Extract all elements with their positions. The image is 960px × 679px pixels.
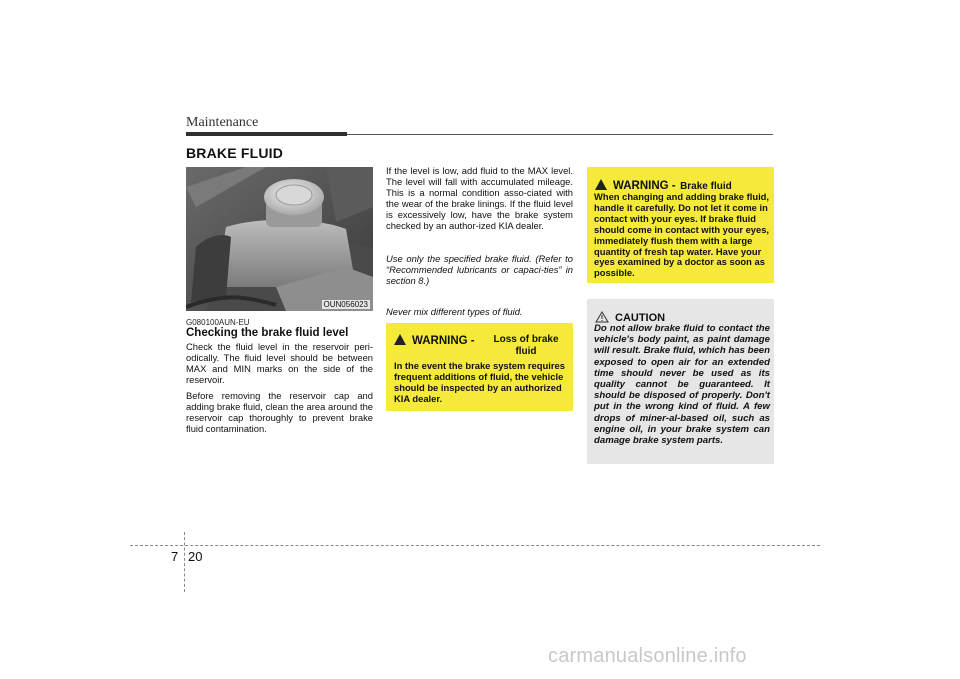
brake-reservoir-photo [186,167,373,311]
chapter-number: 7 [171,549,179,564]
warning-label: WARNING - [412,335,475,347]
header-thick-rule [186,132,347,136]
section-code: G080100AUN-EU [186,318,250,327]
paragraph-low-level: If the level is low, add fluid to the MAX level. The level will fall with accumulated mileage. This is a normal condition asso-ciated with the wear of the brake linings. If the fluid level is excessively low, have the brake system checked by an author-ized KIA dealer. [386,165,573,231]
warning-box-loss-of-fluid [386,323,573,411]
warning-label: WARNING - [613,180,676,192]
warning-triangle-icon [394,334,406,345]
reservoir-illustration [186,167,373,311]
warning-triangle-icon [595,179,607,190]
footer-rule [130,545,820,546]
caution-label: CAUTION [615,312,666,324]
warning-subject: Loss of brake fluid [493,334,559,357]
caution-text: Do not allow brake fluid to contact the vehicle's body paint, as paint damage will result. Brake fluid, which has been exposed to open air for an extended time should never be used as its quality cannot be guaranteed. It should be disposed of properly. Don't put in the wrong kind of fluid. A few drops of miner-al-based oil, such as engine oil, in your brake system can damage brake system parts. [594,323,770,447]
warning-box-brake-fluid [587,167,774,283]
paragraph-check-level: Check the fluid level in the reservoir peri-odically. The fluid level should be between MAX and MIN marks on the side of the reservoir. [186,341,373,385]
note-specified-fluid: Use only the specified brake fluid. (Refer to “Recommended lubricants or capaci-ties” in section 8.) [386,253,573,286]
site-watermark: carmanualsonline.info [548,645,747,667]
subsection-heading: Checking the brake fluid level [186,327,349,339]
warning-text: In the event the brake system requires frequent additions of fluid, the vehicle should be inspected by an authorized KIA dealer. [394,360,565,404]
figure-code: OUN056023 [323,300,368,309]
paragraph-clean-cap: Before removing the reservoir cap and adding brake fluid, clean the area around the reservoir cap thoroughly to prevent brake fluid contamination. [186,390,373,434]
warning-subject: Brake fluid [680,181,732,192]
page-number: 20 [188,549,203,564]
page-header-title: Maintenance [186,115,259,130]
warning-text: When changing and adding brake fluid, handle it carefully. Do not let it come in contact with your eyes. If brake fluid should come in contact with your eyes, immediately flush them with a large quantity of fresh tap water. Have your eyes examined by a doctor as soon as possible. [594,191,770,279]
note-never-mix: Never mix different types of fluid. [386,306,523,317]
caution-triangle-icon [595,311,609,323]
caution-box [587,299,774,464]
section-title: BRAKE FLUID [186,145,284,161]
header-thin-rule [347,134,773,135]
footer-divider [184,532,185,592]
